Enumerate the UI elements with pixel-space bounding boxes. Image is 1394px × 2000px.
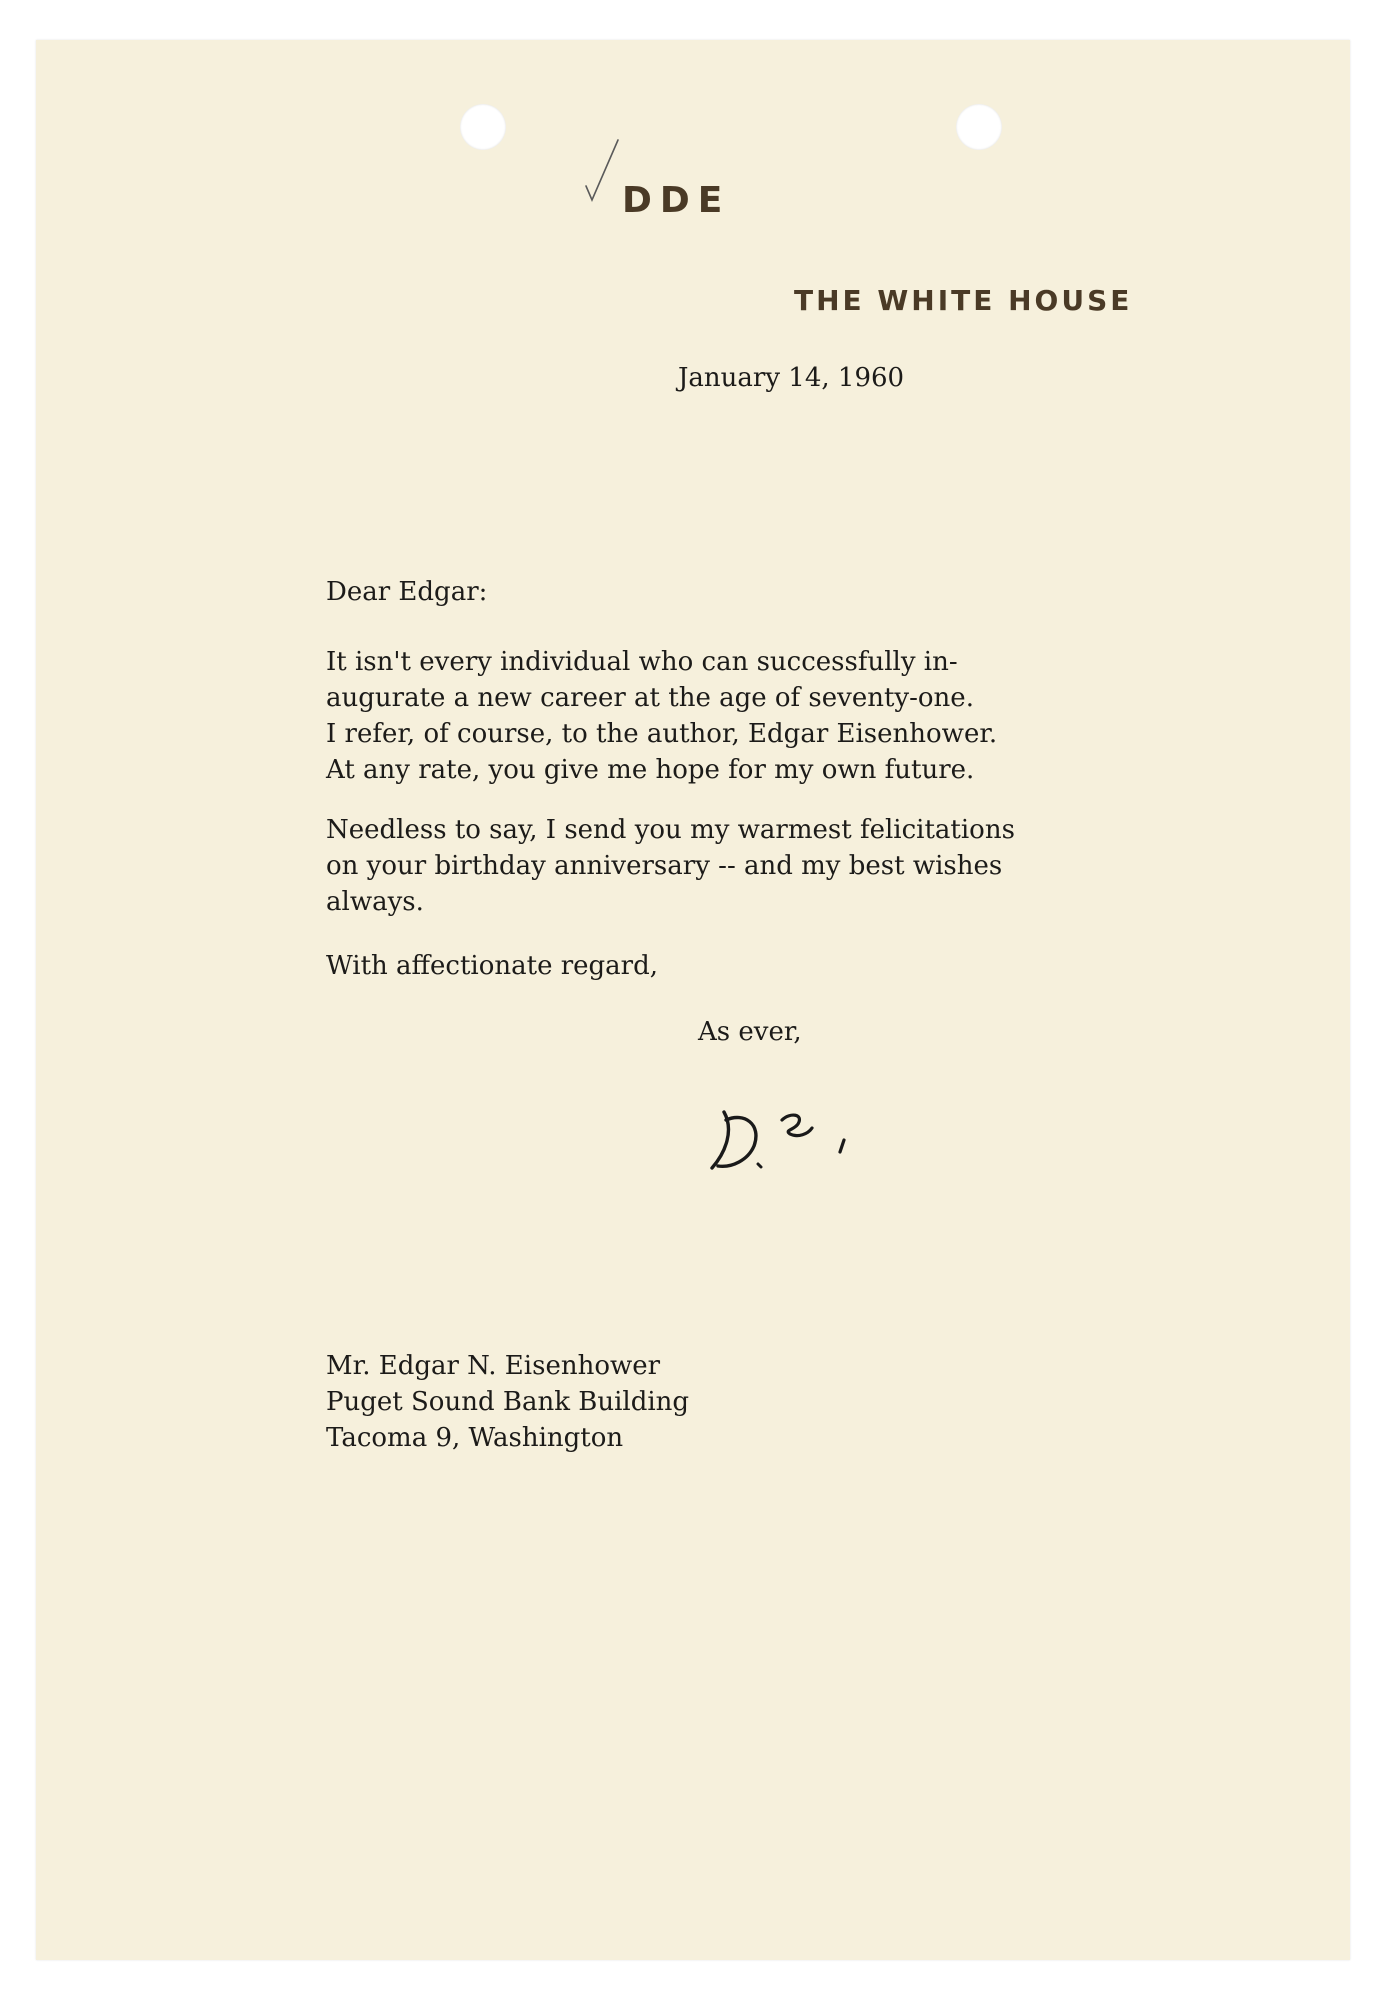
closing: With affectionate regard, (326, 951, 659, 981)
letter-date: January 14, 1960 (678, 363, 905, 393)
punch-hole-left (460, 104, 506, 150)
letterhead-initials: DDE (622, 180, 731, 221)
letter-sheet (36, 40, 1350, 1960)
letterhead-title: THE WHITE HOUSE (794, 284, 1133, 317)
body-line: always. (326, 887, 424, 917)
body-paragraph-2 (326, 812, 1015, 920)
body-line: on your birthday anniversary -- and my best wishes (326, 851, 1003, 881)
body-line: augurate a new career at the age of seventy-one. (326, 683, 974, 713)
valediction: As ever, (698, 1017, 802, 1047)
punch-hole-right (956, 104, 1002, 150)
recipient-name: Mr. Edgar N. Eisenhower (326, 1351, 661, 1381)
body-line: It isn't every individual who can successfully in- (326, 647, 958, 677)
recipient-address (326, 1348, 689, 1456)
recipient-street: Puget Sound Bank Building (326, 1387, 690, 1417)
salutation: Dear Edgar: (326, 577, 488, 607)
body-line: Needless to say, I send you my warmest felicitations (326, 815, 1015, 845)
body-line: I refer, of course, to the author, Edgar Eisenhower. (326, 719, 998, 749)
recipient-city: Tacoma 9, Washington (326, 1423, 624, 1453)
body-line: At any rate, you give me hope for my own future. (326, 755, 975, 785)
pencil-checkmark (582, 134, 622, 214)
body-paragraph-1 (326, 644, 997, 788)
handwritten-signature (704, 1090, 884, 1180)
